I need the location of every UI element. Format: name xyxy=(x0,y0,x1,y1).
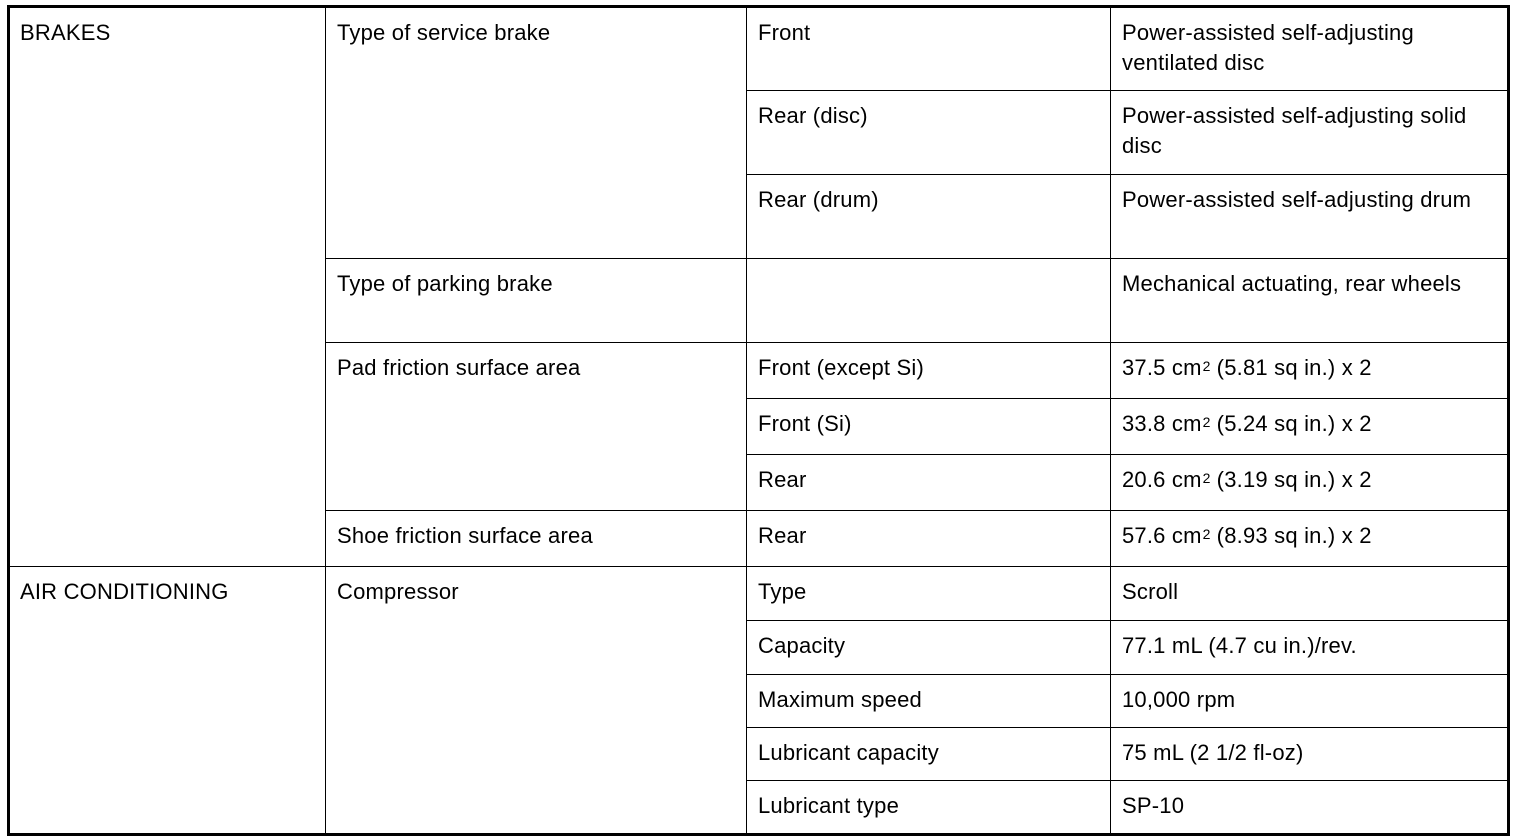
value-main: 33.8 cm xyxy=(1122,411,1202,436)
section-title-brakes: BRAKES xyxy=(9,7,326,567)
parking-brake-label: Type of parking brake xyxy=(326,259,747,343)
spec-value: 75 mL (2 1/2 fl-oz) xyxy=(1111,728,1509,781)
shoe-friction-label: Shoe friction surface area xyxy=(326,511,747,567)
spec-item: Rear (drum) xyxy=(747,175,1111,259)
spec-item: Lubricant capacity xyxy=(747,728,1111,781)
spec-value: 77.1 mL (4.7 cu in.)/rev. xyxy=(1111,621,1509,675)
spec-value: Scroll xyxy=(1111,567,1509,621)
pad-friction-label: Pad friction surface area xyxy=(326,343,747,511)
spec-value xyxy=(1111,511,1509,567)
value-main: 20.6 cm xyxy=(1122,467,1202,492)
value-secondary: (5.24 sq in.) x 2 xyxy=(1216,411,1372,436)
superscript: 2 xyxy=(1202,358,1211,374)
value-main: 37.5 cm xyxy=(1122,355,1202,380)
spec-item: Maximum speed xyxy=(747,675,1111,728)
service-brake-label: Type of service brake xyxy=(326,7,747,259)
superscript: 2 xyxy=(1202,470,1211,486)
table-row xyxy=(9,567,1509,621)
spec-value: Mechanical actuating, rear wheels xyxy=(1111,259,1509,343)
value-secondary: (3.19 sq in.) x 2 xyxy=(1216,467,1372,492)
specifications-table xyxy=(7,5,1510,836)
spec-value xyxy=(1111,455,1509,511)
spec-item: Rear xyxy=(747,455,1111,511)
spec-item: Lubricant type xyxy=(747,781,1111,835)
table-row xyxy=(9,7,1509,91)
value-secondary: (8.93 sq in.) x 2 xyxy=(1216,523,1372,548)
spec-item: Front xyxy=(747,7,1111,91)
spec-value: Power-assisted self-adjusting drum xyxy=(1111,175,1509,259)
spec-item: Type xyxy=(747,567,1111,621)
spec-value xyxy=(1111,399,1509,455)
spec-value xyxy=(1111,343,1509,399)
spec-value: Power-assisted self-adjusting solid disc xyxy=(1111,91,1509,175)
spec-value: 10,000 rpm xyxy=(1111,675,1509,728)
spec-item: Capacity xyxy=(747,621,1111,675)
spec-value: Power-assisted self-adjusting ventilated disc xyxy=(1111,7,1509,91)
value-main: 57.6 cm xyxy=(1122,523,1202,548)
value-secondary: (5.81 sq in.) x 2 xyxy=(1216,355,1372,380)
section-title-air-conditioning: AIR CONDITIONING xyxy=(9,567,326,835)
spec-item: Front (except Si) xyxy=(747,343,1111,399)
spec-value: SP-10 xyxy=(1111,781,1509,835)
spec-item: Rear (disc) xyxy=(747,91,1111,175)
compressor-label: Compressor xyxy=(326,567,747,835)
spec-item xyxy=(747,259,1111,343)
spec-item: Rear xyxy=(747,511,1111,567)
superscript: 2 xyxy=(1202,526,1211,542)
spec-item: Front (Si) xyxy=(747,399,1111,455)
superscript: 2 xyxy=(1202,414,1211,430)
